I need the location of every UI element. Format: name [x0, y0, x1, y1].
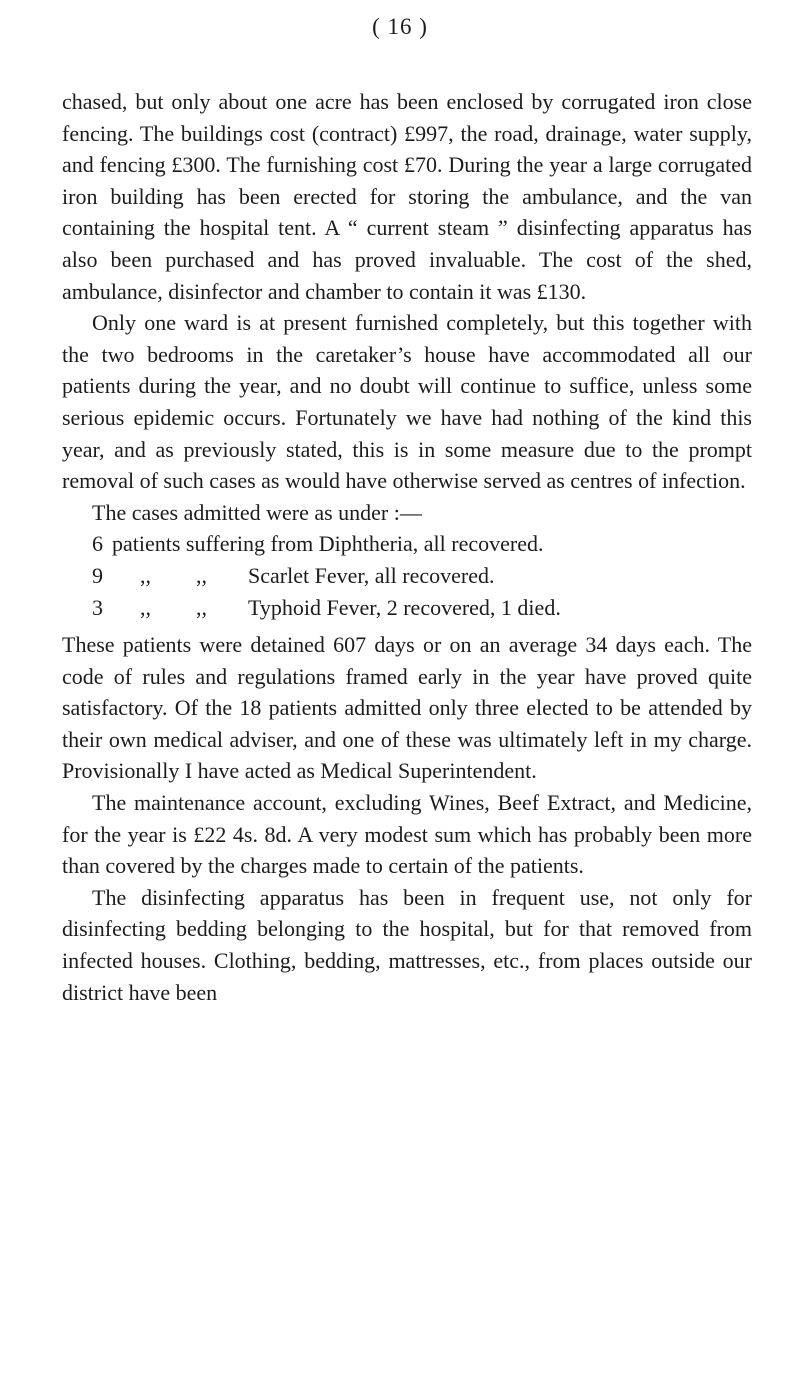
case-row-typhoid-fever [62, 592, 752, 624]
ditto-mark: ,, [140, 562, 151, 588]
paragraph-maintenance: The maintenance account, excluding Wines, Beef Extract, and Medicine, for the year is £22 4s. 8d. A very modest sum which has probably been more than covered by the charges made to certain of the patients. [62, 790, 752, 879]
ditto-mark: ,, [140, 594, 151, 620]
ditto-mark: ,, [196, 562, 207, 588]
case-row-scarlet-fever [62, 560, 752, 592]
case-description: Scarlet Fever, all recovered. [248, 562, 495, 588]
case-row-diphtheria [62, 528, 752, 560]
paragraph-buildings: chased, but only about one acre has been enclosed by corrugated iron close fencing. The buildings cost (contract) £997, the road, drainage, water supply, and fencing £300. The furnishing cost £70. During the year a large corrugated iron building has been erected for storing the ambulance, and the van containing the hospital tent. A “ current steam ” disinfecting apparatus has also been purchased and has proved invaluable. The cost of the shed, ambulance, disinfector and chamber to contain it was £130. [62, 89, 752, 304]
body-text [62, 86, 752, 1008]
case-count: 9 [92, 562, 103, 588]
cases-list [62, 528, 752, 623]
ditto-mark: ,, [196, 594, 207, 620]
paragraph-detained: These patients were detained 607 days or on an average 34 days each. The code of rules and regulations framed early in the year have proved quite satisfactory. Of the 18 patients admitted only three elected to be attended by their own medical adviser, and one of these was ultimately left in my charge. Provisionally I have acted as Medical Superintendent. [62, 632, 752, 784]
paragraph-ward: Only one ward is at present furnished completely, but this together with the two bedrooms in the caretaker’s house have accommodated all our patients during the year, and no doubt will continue to suffice, unless some serious epidemic occurs. Fortunately we have had nothing of the kind this year, and as previously stated, this is in some measure due to the prompt removal of such cases as would have otherwise served as centres of infection. [62, 310, 752, 494]
paragraph-cases-intro: The cases admitted were as under :— [92, 499, 422, 525]
case-count: 3 [92, 594, 103, 620]
paragraph-disinfecting: The disinfecting apparatus has been in frequent use, not only for disinfecting bedding belonging to the hospital, but for that removed from infected houses. Clothing, bedding, mattresses, etc., from places outside our district have been [62, 884, 752, 1005]
page-number: ( 16 ) [372, 14, 428, 39]
case-description: patients suffering from Diphtheria, all recovered. [112, 531, 544, 557]
case-description: Typhoid Fever, 2 recovered, 1 died. [248, 594, 561, 620]
case-count: 6 [92, 531, 103, 557]
